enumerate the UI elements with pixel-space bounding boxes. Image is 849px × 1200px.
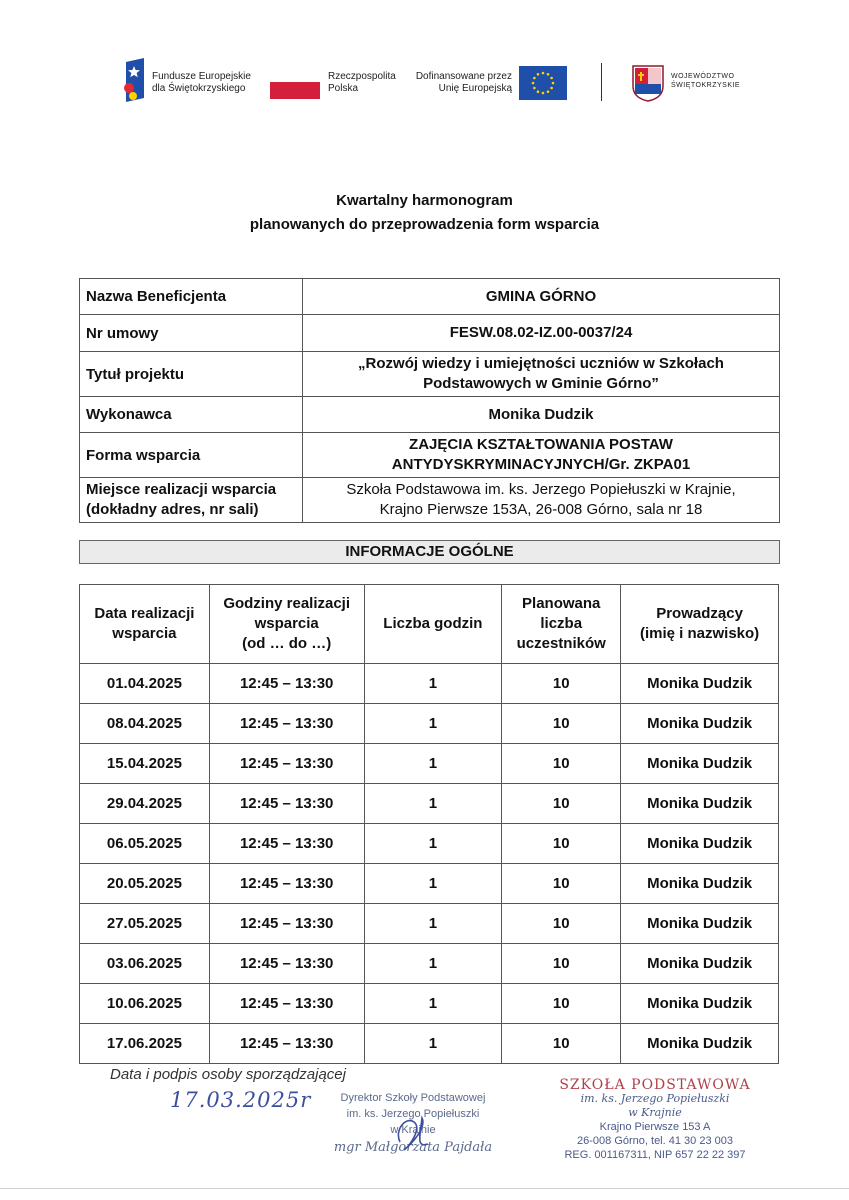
cell-time: 12:45 – 13:30 <box>209 864 364 904</box>
cell-lead: Monika Dudzik <box>621 984 779 1024</box>
cell-hours: 1 <box>364 744 502 784</box>
header-divider <box>601 63 602 101</box>
info-row-beneficiary <box>80 279 780 315</box>
cell-date: 27.05.2025 <box>80 904 210 944</box>
section-header: INFORMACJE OGÓLNE <box>79 540 780 564</box>
info-row-contract <box>80 315 780 352</box>
fe-logo-line2: dla Świętokrzyskiego <box>152 83 246 94</box>
cell-date: 03.06.2025 <box>80 944 210 984</box>
place-value-line1: Szkoła Podstawowa im. ks. Jerzego Popiełuszki w Krajnie, <box>346 481 736 498</box>
rp-logo-text <box>328 71 396 95</box>
col-header-planned-line3: uczestników <box>516 635 606 652</box>
eu-logo-text <box>412 71 512 95</box>
contractor-value: Monika Dudzik <box>303 397 780 433</box>
cell-lead: Monika Dudzik <box>621 904 779 944</box>
col-header-hours-line2: wsparcia <box>254 615 319 632</box>
cell-hours: 1 <box>364 664 502 704</box>
project-value <box>303 352 780 397</box>
cell-hours: 1 <box>364 864 502 904</box>
school-stamp <box>545 1078 765 1162</box>
col-header-lead <box>621 585 779 664</box>
rp-line1: Rzeczpospolita <box>328 71 396 82</box>
col-header-date-line2: wsparcia <box>112 625 177 642</box>
col-header-hours <box>209 585 364 664</box>
cell-hours: 1 <box>364 784 502 824</box>
col-header-lead-line2: (imię i nazwisko) <box>639 625 760 642</box>
cell-time: 12:45 – 13:30 <box>209 984 364 1024</box>
woj-logo-text <box>671 72 740 90</box>
eu-line2: Unię Europejską <box>438 83 512 94</box>
project-label: Tytuł projektu <box>80 352 303 397</box>
cell-participants: 10 <box>502 944 621 984</box>
stamp2-line2: w Krajnie <box>628 1106 682 1119</box>
cell-participants: 10 <box>502 904 621 944</box>
form-value-line2: ANTYDYSKRYMINACYJNYCH/Gr. ZKPA01 <box>391 456 691 473</box>
table-row <box>80 1024 779 1064</box>
info-row-form <box>80 433 780 478</box>
poland-flag-icon <box>270 82 320 99</box>
page-bottom-line <box>0 1188 849 1189</box>
rp-line2: Polska <box>328 83 359 94</box>
cell-participants: 10 <box>502 1024 621 1064</box>
project-info-table <box>79 278 780 523</box>
table-row <box>80 824 779 864</box>
cell-date: 08.04.2025 <box>80 704 210 744</box>
stamp2-line1: im. ks. Jerzego Popiełuszki <box>580 1092 730 1105</box>
table-row <box>80 904 779 944</box>
col-header-date <box>80 585 210 664</box>
cell-participants: 10 <box>502 704 621 744</box>
cell-lead: Monika Dudzik <box>621 784 779 824</box>
cell-hours: 1 <box>364 704 502 744</box>
col-header-planned <box>502 585 621 664</box>
info-row-place <box>80 478 780 523</box>
col-header-date-line1: Data realizacji <box>94 605 195 622</box>
cell-date: 15.04.2025 <box>80 744 210 784</box>
cell-participants: 10 <box>502 784 621 824</box>
cell-date: 20.05.2025 <box>80 864 210 904</box>
handwritten-date: 17.03.2025r <box>170 1088 312 1112</box>
table-row <box>80 704 779 744</box>
fe-star-logo-icon <box>122 58 146 102</box>
cell-lead: Monika Dudzik <box>621 664 779 704</box>
cell-time: 12:45 – 13:30 <box>209 664 364 704</box>
cell-participants: 10 <box>502 824 621 864</box>
page-title <box>0 190 849 236</box>
info-row-contractor <box>80 397 780 433</box>
stamp2-line5: REG. 001167311, NIP 657 22 22 397 <box>564 1149 746 1161</box>
cell-date: 17.06.2025 <box>80 1024 210 1064</box>
place-value <box>303 478 780 523</box>
cell-participants: 10 <box>502 864 621 904</box>
stamp1-line1: Dyrektor Szkoły Podstawowej <box>340 1092 486 1104</box>
table-row <box>80 784 779 824</box>
table-row <box>80 864 779 904</box>
col-header-hours-line1: Godziny realizacji <box>223 595 351 612</box>
page-title-line2: planowanych do przeprowadzenia form wsparcia <box>249 216 600 233</box>
cell-participants: 10 <box>502 744 621 784</box>
stamp2-line4: 26-008 Górno, tel. 41 30 23 003 <box>577 1135 733 1147</box>
cell-lead: Monika Dudzik <box>621 744 779 784</box>
cell-hours: 1 <box>364 1024 502 1064</box>
coat-of-arms-icon <box>631 64 665 102</box>
stamp2-line3: Krajno Pierwsze 153 A <box>599 1121 711 1133</box>
form-value <box>303 433 780 478</box>
col-header-planned-line2: liczba <box>540 615 583 632</box>
place-value-line2: Krajno Pierwsze 153A, 26-008 Górno, sala nr 18 <box>379 501 703 518</box>
cell-hours: 1 <box>364 904 502 944</box>
info-row-project <box>80 352 780 397</box>
place-label-line1: Miejsce realizacji wsparcia <box>86 481 277 498</box>
stamp2-head: SZKOŁA PODSTAWOWA <box>559 1077 751 1093</box>
contract-value: FESW.08.02-IZ.00-0037/24 <box>303 315 780 352</box>
cell-time: 12:45 – 13:30 <box>209 744 364 784</box>
place-label-line2: (dokładny adres, nr sali) <box>86 501 259 518</box>
handwritten-signature-icon <box>392 1112 432 1156</box>
col-header-hours-line3: (od … do …) <box>242 635 332 652</box>
schedule-header-row <box>80 585 779 664</box>
col-header-lead-line1: Prowadzący <box>656 605 743 622</box>
cell-time: 12:45 – 13:30 <box>209 904 364 944</box>
table-row <box>80 744 779 784</box>
eu-flag-icon <box>519 66 567 100</box>
fe-logo-line1: Fundusze Europejskie <box>152 71 251 82</box>
cell-lead: Monika Dudzik <box>621 824 779 864</box>
table-row <box>80 944 779 984</box>
cell-hours: 1 <box>364 824 502 864</box>
cell-time: 12:45 – 13:30 <box>209 824 364 864</box>
fe-logo-text <box>152 71 251 95</box>
cell-participants: 10 <box>502 984 621 1024</box>
contractor-label: Wykonawca <box>80 397 303 433</box>
cell-time: 12:45 – 13:30 <box>209 704 364 744</box>
woj-line2: ŚWIĘTOKRZYSKIE <box>671 82 741 89</box>
cell-date: 10.06.2025 <box>80 984 210 1024</box>
cell-date: 01.04.2025 <box>80 664 210 704</box>
col-header-count: Liczba godzin <box>364 585 502 664</box>
cell-date: 29.04.2025 <box>80 784 210 824</box>
stamp1-line3: w Krajnie <box>390 1124 436 1136</box>
cell-time: 12:45 – 13:30 <box>209 784 364 824</box>
cell-time: 12:45 – 13:30 <box>209 944 364 984</box>
form-value-line1: ZAJĘCIA KSZTAŁTOWANIA POSTAW <box>409 436 673 453</box>
cell-lead: Monika Dudzik <box>621 864 779 904</box>
place-label <box>80 478 303 523</box>
table-row <box>80 984 779 1024</box>
cell-participants: 10 <box>502 664 621 704</box>
cell-lead: Monika Dudzik <box>621 1024 779 1064</box>
eu-line1: Dofinansowane przez <box>415 71 512 82</box>
woj-line1: WOJEWÓDZTWO <box>671 73 735 80</box>
beneficiary-label: Nazwa Beneficjenta <box>80 279 303 315</box>
schedule-table <box>79 584 779 1064</box>
form-label: Forma wsparcia <box>80 433 303 478</box>
col-header-planned-line1: Planowana <box>522 595 601 612</box>
cell-lead: Monika Dudzik <box>621 944 779 984</box>
cell-date: 06.05.2025 <box>80 824 210 864</box>
stamp1-line2: im. ks. Jerzego Popiełuszki <box>346 1108 480 1120</box>
stamp1-name: mgr Małgorzata Pajdała <box>333 1140 493 1155</box>
project-value-line2: Podstawowych w Gminie Górno” <box>423 375 659 392</box>
cell-hours: 1 <box>364 944 502 984</box>
contract-label: Nr umowy <box>80 315 303 352</box>
beneficiary-value: GMINA GÓRNO <box>303 279 780 315</box>
project-value-line1: „Rozwój wiedzy i umiejętności uczniów w Szkołach <box>358 355 724 372</box>
signature-label: Data i podpis osoby sporządzającej <box>110 1066 346 1083</box>
cell-hours: 1 <box>364 984 502 1024</box>
cell-lead: Monika Dudzik <box>621 704 779 744</box>
cell-time: 12:45 – 13:30 <box>209 1024 364 1064</box>
page-title-line1: Kwartalny harmonogram <box>336 192 513 209</box>
table-row <box>80 664 779 704</box>
